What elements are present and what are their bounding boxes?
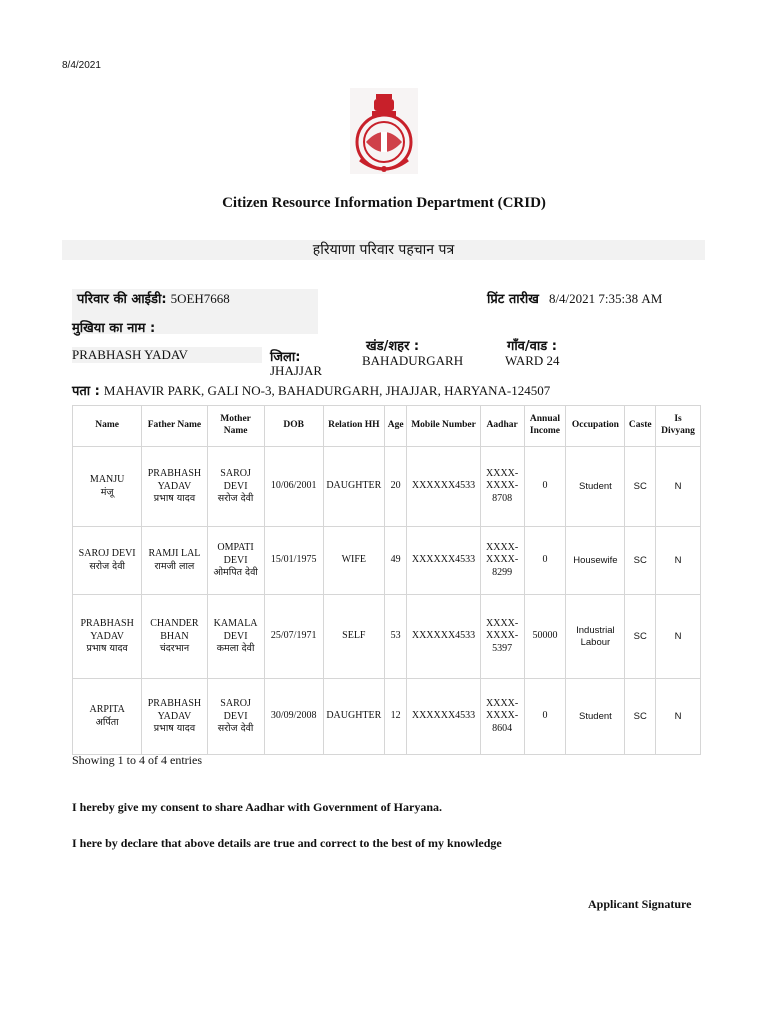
income: 0 [524,447,566,527]
family-id-value: 5OEH7668 [170,291,230,306]
divyang: N [656,679,701,755]
col-mobile: Mobile Number [407,406,480,447]
aadhar: XXXX-XXXX-8604 [480,679,524,755]
department-title: Citizen Resource Information Department (CRID) [222,195,546,211]
address-value: MAHAVIR PARK, GALI NO-3, BAHADURGARH, JHAJJAR, HARYANA-124507 [103,383,551,398]
table-header-row [73,406,701,447]
age: 49 [384,527,406,595]
relation: WIFE [323,527,384,595]
mother-name: OMPATI DEVI [217,542,254,566]
father-name-hindi: चंदरभान [159,643,190,655]
hindi-title: हरियाणा परिवार पहचान पत्र [312,242,455,258]
block-value: BAHADURGARH [362,353,464,368]
print-date-header: 8/4/2021 [62,60,101,71]
member-name: MANJU [89,474,125,486]
address-row [72,381,550,400]
aadhar: XXXX-XXXX-8299 [480,527,524,595]
age: 53 [384,595,406,679]
caste: SC [625,447,656,527]
col-father: Father Name [142,406,207,447]
col-aadhar: Aadhar [480,406,524,447]
father-name: PRABHASH YADAV [147,468,202,492]
mother-name: SAROJ DEVI [220,698,251,722]
income: 50000 [524,595,566,679]
col-name: Name [73,406,142,447]
divyang: N [656,447,701,527]
mother-name-hindi: कमला देवी [216,643,255,655]
dob: 30/09/2008 [264,679,323,755]
divyang: N [656,595,701,679]
table-row [73,527,701,595]
print-date-label: प्रिंट तारीख [487,292,539,307]
head-name: PRABHASH YADAV [72,347,188,362]
relation: DAUGHTER [323,447,384,527]
table-row [73,447,701,527]
col-relation: Relation HH [323,406,384,447]
consent-text: I hereby give my consent to share Aadhar with Government of Haryana. [72,800,442,814]
member-name: SAROJ DEVI [78,548,136,560]
father-name: PRABHASH YADAV [147,698,202,722]
relation: SELF [323,595,384,679]
entries-info: Showing 1 to 4 of 4 entries [72,753,202,767]
village-value: WARD 24 [505,353,560,368]
col-divyang: Is Divyang [656,406,701,447]
dob: 15/01/1975 [264,527,323,595]
print-date-row [487,289,662,308]
member-name-hindi: सरोज देवी [89,560,125,572]
member-name-hindi: अर्पिता [95,716,119,728]
col-caste: Caste [625,406,656,447]
dob: 25/07/1971 [264,595,323,679]
father-name-hindi: प्रभाष यादव [153,493,196,505]
age: 12 [384,679,406,755]
occupation: Housewife [566,527,625,595]
caste: SC [625,527,656,595]
declaration-text: I here by declare that above details are true and correct to the best of my knowledge [72,836,502,850]
income: 0 [524,679,566,755]
col-occupation: Occupation [566,406,625,447]
mobile: XXXXXX4533 [407,595,480,679]
mother-name-hindi: सरोज देवी [217,493,254,505]
family-id-label: परिवार की आईडी: [77,292,167,307]
applicant-signature-label: Applicant Signature [588,897,692,911]
member-name: ARPITA [89,704,125,716]
family-id-row [77,289,230,308]
mother-name-hindi: सरोज देवी [217,723,254,735]
col-mother: Mother Name [207,406,264,447]
table-row [73,679,701,755]
occupation: Student [566,679,625,755]
mother-name: KAMALA DEVI [213,618,258,642]
income: 0 [524,527,566,595]
father-name-hindi: रामजी लाल [154,560,195,572]
mother-name-hindi: ओमपित देवी [213,567,258,579]
address-label: पता : [72,384,100,399]
relation: DAUGHTER [323,679,384,755]
father-name: CHANDER BHAN [150,618,199,642]
mobile: XXXXXX4533 [407,447,480,527]
haryana-emblem-icon [350,88,418,174]
age: 20 [384,447,406,527]
col-dob: DOB [264,406,323,447]
caste: SC [625,679,656,755]
table-row [73,595,701,679]
aadhar: XXXX-XXXX-8708 [480,447,524,527]
mother-name: SAROJ DEVI [220,468,251,492]
divyang: N [656,527,701,595]
col-age: Age [384,406,406,447]
member-name: PRABHASH YADAV [80,618,134,642]
mobile: XXXXXX4533 [407,679,480,755]
village-label: गाँव/वाड : [507,339,557,354]
member-name-hindi: मंजू [100,486,114,498]
member-name-hindi: प्रभाष यादव [86,643,128,655]
dob: 10/06/2001 [264,447,323,527]
head-label: मुखिया का नाम : [72,321,156,336]
aadhar: XXXX-XXXX-5397 [480,595,524,679]
caste: SC [625,595,656,679]
col-income: Annual Income [524,406,566,447]
print-date-value: 8/4/2021 7:35:38 AM [548,291,663,306]
occupation: Industrial Labour [566,595,625,679]
district-value: JHAJJAR [270,363,323,378]
block-label: खंड/शहर : [366,339,420,354]
district-label: जिला: [270,350,301,365]
family-members-table [72,405,701,755]
father-name-hindi: प्रभाष यादव [153,723,196,735]
father-name: RAMJI LAL [148,548,201,560]
occupation: Student [566,447,625,527]
mobile: XXXXXX4533 [407,527,480,595]
